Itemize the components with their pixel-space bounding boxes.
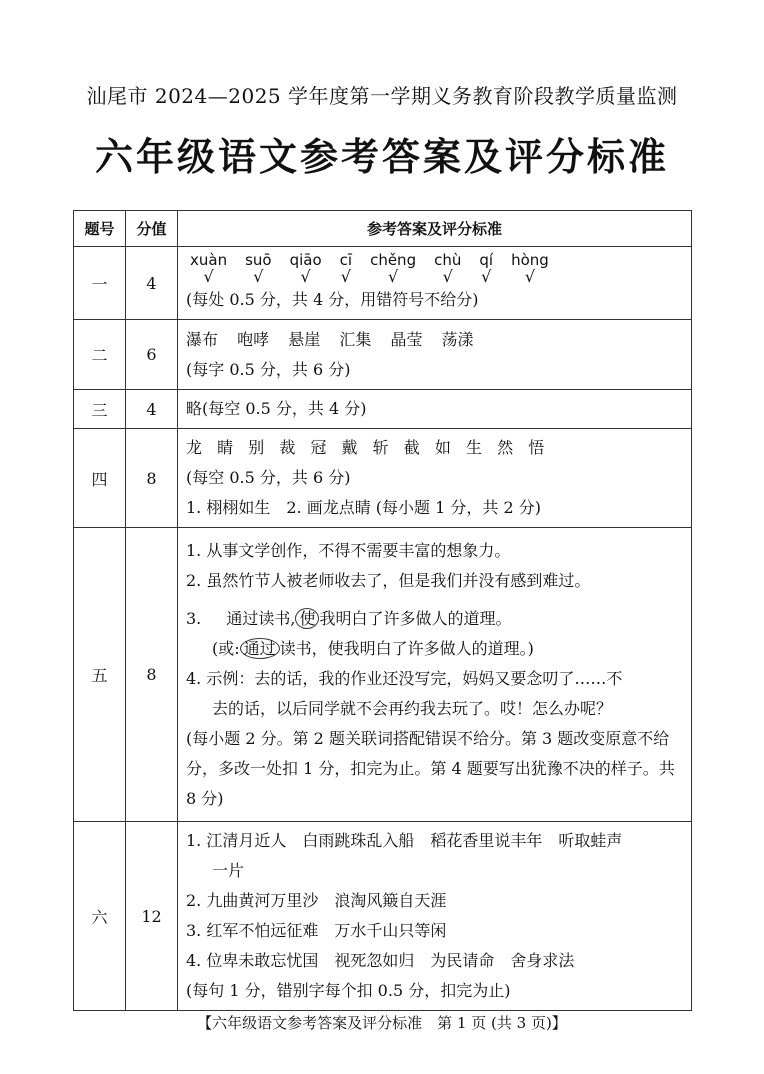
answer-table xyxy=(73,210,692,1011)
word-item: 咆哮 xyxy=(237,329,270,349)
check-mark-icon: √ xyxy=(442,267,453,286)
pinyin-item: qí √ xyxy=(479,251,494,286)
answer-line: 1. 江清月近人 白雨跳珠乱入船 稻花香里说丰年 听取蛙声 xyxy=(186,831,623,850)
table-header-row xyxy=(74,211,692,247)
check-mark-icon: √ xyxy=(300,267,311,286)
pinyin-item: xuàn √ xyxy=(190,251,228,286)
circled-word: 通过 xyxy=(240,638,280,659)
pinyin-item: chěng √ xyxy=(370,251,417,286)
check-mark-icon: √ xyxy=(387,267,399,286)
answer-line: 3. 红军不怕远征难 万水千山只等闲 xyxy=(186,921,447,940)
char-item: 睛 xyxy=(217,438,234,457)
char-item: 龙 xyxy=(186,438,203,457)
question-score: 4 xyxy=(126,390,178,429)
exam-subtitle: 汕尾市 2024—2025 学年度第一学期义务教育阶段教学质量监测 xyxy=(86,84,678,108)
answer-line: 1. 从事文学创作，不得不需要丰富的想象力。 xyxy=(186,540,511,560)
scoring-note: (每处 0.5 分，共 4 分，用错符号不给分) xyxy=(186,290,479,309)
answer-line: 一片 xyxy=(212,861,245,880)
answer-line: 4. 位卑未敢忘忧国 视死忽如归 为民请命 舍身求法 xyxy=(186,951,575,970)
char-item: 裁 xyxy=(279,438,296,457)
answer-line: 3. 通过读书, 使 我明白了许多做人的道理。 xyxy=(186,608,512,628)
table-row xyxy=(74,528,692,822)
table-row xyxy=(74,822,692,1011)
answer-cell xyxy=(178,390,692,429)
page-footer: 【六年级语文参考答案及评分标准 第 1 页 (共 3 页)】 xyxy=(197,1014,567,1032)
char-item: 别 xyxy=(248,438,265,457)
question-score: 8 xyxy=(126,528,178,822)
question-no: 六 xyxy=(74,822,126,1011)
word-item: 汇集 xyxy=(339,329,372,349)
answer-line: 2. 九曲黄河万里沙 浪淘风簸自天涯 xyxy=(186,891,447,910)
pinyin-item: suō √ xyxy=(245,251,272,286)
answer-cell xyxy=(178,429,692,528)
char-item: 悟 xyxy=(528,438,545,457)
check-mark-icon: √ xyxy=(481,267,492,286)
answer-line: 1. 栩栩如生 2. 画龙点睛 (每小题 1 分，共 2 分) xyxy=(186,498,541,517)
word-list xyxy=(186,325,683,355)
word-item: 荡漾 xyxy=(441,329,474,349)
header-score: 分值 xyxy=(126,211,178,247)
check-mark-icon: √ xyxy=(253,267,264,286)
scoring-note: (每小题 2 分。第 2 题关联词搭配错误不给分。第 3 题改变原意不给分，多改一处扣 1 分，扣完为止。第 4 题要写出犹豫不决的样子。共 8 分) xyxy=(186,728,675,808)
answer-cell xyxy=(178,528,692,822)
table-row xyxy=(74,429,692,528)
answer-line: 4. 示例：去的话，我的作业还没写完，妈妈又要念叨了……不 xyxy=(186,668,623,688)
table-row xyxy=(74,390,692,429)
check-mark-icon: √ xyxy=(203,267,214,286)
page-title: 六年级语文参考答案及评分标准 xyxy=(94,135,669,179)
word-item: 瀑布 xyxy=(186,329,219,349)
question-score: 12 xyxy=(126,822,178,1011)
pinyin-item: cī √ xyxy=(339,251,353,286)
table-row xyxy=(74,320,692,390)
word-item: 晶莹 xyxy=(390,329,423,349)
scoring-note: 略(每空 0.5 分，共 4 分) xyxy=(186,399,367,418)
answer-line: 2. 虽然竹节人被老师收去了，但是我们并没有感到难过。 xyxy=(186,570,591,590)
header-question-no: 题号 xyxy=(74,211,126,247)
pinyin-list xyxy=(186,251,683,285)
scoring-note: (每字 0.5 分，共 6 分) xyxy=(186,359,351,379)
question-no: 二 xyxy=(74,320,126,390)
char-item: 截 xyxy=(403,438,420,457)
question-no: 五 xyxy=(74,528,126,822)
question-no: 三 xyxy=(74,390,126,429)
table-row xyxy=(74,247,692,320)
question-score: 4 xyxy=(126,247,178,320)
char-item: 戴 xyxy=(341,438,358,457)
answer-cell xyxy=(178,247,692,320)
question-score: 8 xyxy=(126,429,178,528)
check-mark-icon: √ xyxy=(524,267,536,286)
char-item: 冠 xyxy=(310,438,327,457)
char-list xyxy=(186,433,683,463)
char-item: 然 xyxy=(497,438,514,457)
char-item: 斩 xyxy=(372,438,389,457)
char-item: 生 xyxy=(465,438,482,457)
question-no: 四 xyxy=(74,429,126,528)
pinyin-item: chù √ xyxy=(434,251,462,286)
question-no: 一 xyxy=(74,247,126,320)
answer-cell xyxy=(178,320,692,390)
header-answer: 参考答案及评分标准 xyxy=(178,211,692,247)
scoring-note: (每空 0.5 分，共 6 分) xyxy=(186,468,351,487)
pinyin-item: hòng √ xyxy=(511,251,549,286)
check-mark-icon: √ xyxy=(340,267,351,286)
answer-cell xyxy=(178,822,692,1011)
char-item: 如 xyxy=(434,438,451,457)
pinyin-item: qiāo √ xyxy=(289,251,322,286)
answer-line: (或: 通过 读书，使我明白了许多做人的道理。) xyxy=(212,638,534,658)
word-item: 悬崖 xyxy=(288,329,321,349)
scoring-note: (每句 1 分，错别字每个扣 0.5 分，扣完为止) xyxy=(186,981,511,1000)
answer-line: 去的话，以后同学就不会再约我去玩了。哎！怎么办呢？ xyxy=(212,698,613,718)
circled-word: 使 xyxy=(295,608,319,629)
question-score: 6 xyxy=(126,320,178,390)
